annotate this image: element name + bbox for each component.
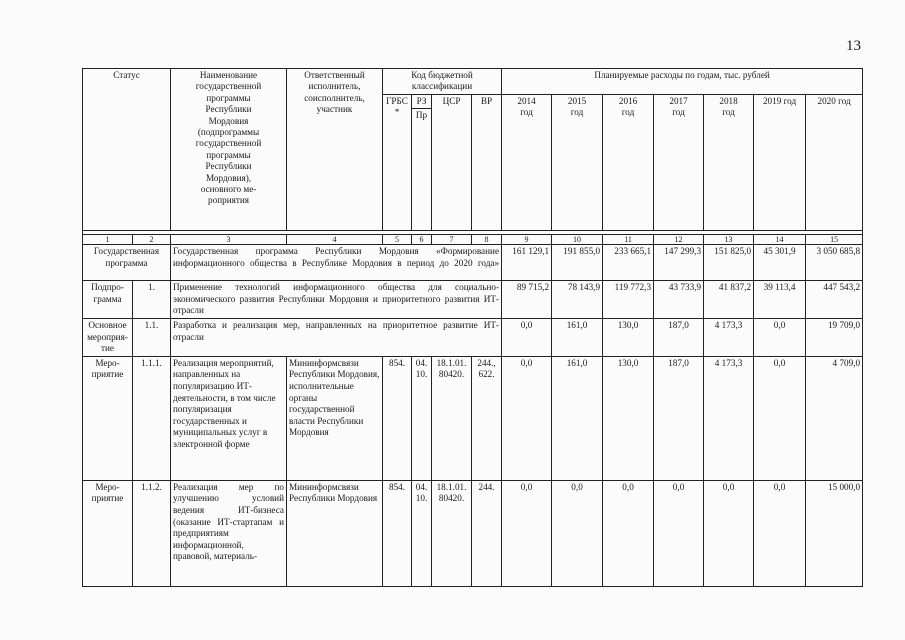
budget-table [82,68,863,587]
header-vr: ВР [472,94,502,230]
row-name: Реализация мероприятий, направленных на популяризацию ИТ-деятельности, в том числе популяризация государственных и муниципальных услуг в электронной форме [171,356,287,480]
row-value-2019: 0,0 [754,319,806,357]
column-number: 12 [654,235,704,245]
row-value-2015: 78 143,9 [552,281,603,319]
row-vr: 244., 622. [472,356,502,480]
header-budget-code: Код бюджетной классификации [383,69,502,95]
row-value-2016: 119 772,3 [603,281,654,319]
table-row [83,319,863,357]
row-value-2016: 233 665,1 [603,245,654,281]
row-value-2014: 0,0 [502,319,552,357]
row-value-2014: 0,0 [502,480,552,586]
budget-table-container [82,68,862,587]
row-csr: 18.1.01. 80420. [432,480,472,586]
row-value-2020: 3 050 685,8 [806,245,863,281]
row-value-2020: 19 709,0 [806,319,863,357]
column-number: 3 [171,235,287,245]
column-number: 2 [133,235,171,245]
row-name: Применение технологий информационного общества для социально-экономического развития Республики Мордовия и приоритетного развития ИТ-отрасли [171,281,502,319]
row-rz-pr: 04. 10. [412,480,432,586]
header-year-2015: 2015 год [552,94,603,230]
row-csr: 18.1.01. 80420. [432,356,472,480]
column-number: 5 [383,235,412,245]
row-number: 1.1.1. [133,356,171,480]
header-name: Наименование государственной программы Республики Мордовия (подпрограммы государственной программы Республики Мордовия), основного ме- роприятия [171,69,287,231]
header-status: Статус [83,69,171,231]
row-value-2019: 0,0 [754,356,806,480]
header-csr: ЦСР [432,94,472,230]
row-name: Разработка и реализация мер, направленных на приоритетное развитие ИТ-отрасли [171,319,502,357]
column-number: 4 [287,235,383,245]
row-value-2015: 191 855,0 [552,245,603,281]
header-responsible: Ответственный исполнитель, соисполнитель, участник [287,69,383,231]
row-status: Меро- приятие [83,356,133,480]
column-number: 6 [412,235,432,245]
row-value-2020: 4 709,0 [806,356,863,480]
row-value-2019: 0,0 [754,480,806,586]
column-number: 11 [603,235,654,245]
row-value-2016: 130,0 [603,356,654,480]
header-rz: РЗ [412,94,432,108]
row-value-2018: 4 173,3 [704,356,754,480]
row-value-2017: 0,0 [654,480,704,586]
header-pr: Пр [412,109,432,231]
row-value-2019: 45 301,9 [754,245,806,281]
row-value-2014: 0,0 [502,356,552,480]
table-row [83,356,863,480]
row-value-2015: 161,0 [552,319,603,357]
row-status: Государственная программа [83,245,171,281]
column-number: 14 [754,235,806,245]
row-value-2019: 39 113,4 [754,281,806,319]
header-planned: Планируемые расходы по годам, тыс. рублей [502,69,863,95]
column-number: 1 [83,235,133,245]
column-number: 7 [432,235,472,245]
row-value-2016: 0,0 [603,480,654,586]
table-row [83,281,863,319]
row-name: Реализация мер по улучшению условий ведения ИТ-бизнеса (оказание ИТ-стартапам и предприятиям информационной, правовой, материаль- [171,480,287,586]
header-year-2020: 2020 год [806,94,863,230]
row-value-2018: 41 837,2 [704,281,754,319]
row-grbs: 854. [383,480,412,586]
row-status: Меро- приятие [83,480,133,586]
column-number: 8 [472,235,502,245]
column-number: 10 [552,235,603,245]
row-value-2020: 15 000,0 [806,480,863,586]
header-year-2017: 2017 год [654,94,704,230]
row-grbs: 854. [383,356,412,480]
header-grbs: ГРБС * [383,94,412,230]
row-value-2017: 147 299,3 [654,245,704,281]
table-row [83,480,863,586]
row-value-2015: 161,0 [552,356,603,480]
row-name: Государственная программа Республики Мордовия «Формирование информационного общества в Республике Мордовия в период до 2020 года» [171,245,502,281]
row-responsible: Мининформсвязи Республики Мордовия, исполнительные органы государственной власти Республики Мордовия [287,356,383,480]
page-number: 13 [846,38,861,54]
column-number: 9 [502,235,552,245]
column-number: 13 [704,235,754,245]
row-number: 1.1.2. [133,480,171,586]
column-number: 15 [806,235,863,245]
row-value-2018: 0,0 [704,480,754,586]
row-number: 1. [133,281,171,319]
row-value-2020: 447 543,2 [806,281,863,319]
row-status: Основное мероприя- тие [83,319,133,357]
table-row [83,245,863,281]
row-number: 1.1. [133,319,171,357]
row-vr: 244. [472,480,502,586]
row-value-2017: 43 733,9 [654,281,704,319]
header-year-2016: 2016 год [603,94,654,230]
row-value-2014: 89 715,2 [502,281,552,319]
row-status: Подпро- грамма [83,281,133,319]
row-value-2018: 4 173,3 [704,319,754,357]
row-value-2018: 151 825,0 [704,245,754,281]
row-value-2017: 187,0 [654,319,704,357]
header-year-2019: 2019 год [754,94,806,230]
row-value-2017: 187,0 [654,356,704,480]
header-year-2018: 2018 год [704,94,754,230]
row-value-2015: 0,0 [552,480,603,586]
row-rz-pr: 04. 10. [412,356,432,480]
row-responsible: Мининформсвязи Республики Мордовия [287,480,383,586]
row-value-2016: 130,0 [603,319,654,357]
row-value-2014: 161 129,1 [502,245,552,281]
header-year-2014: 2014 год [502,94,552,230]
